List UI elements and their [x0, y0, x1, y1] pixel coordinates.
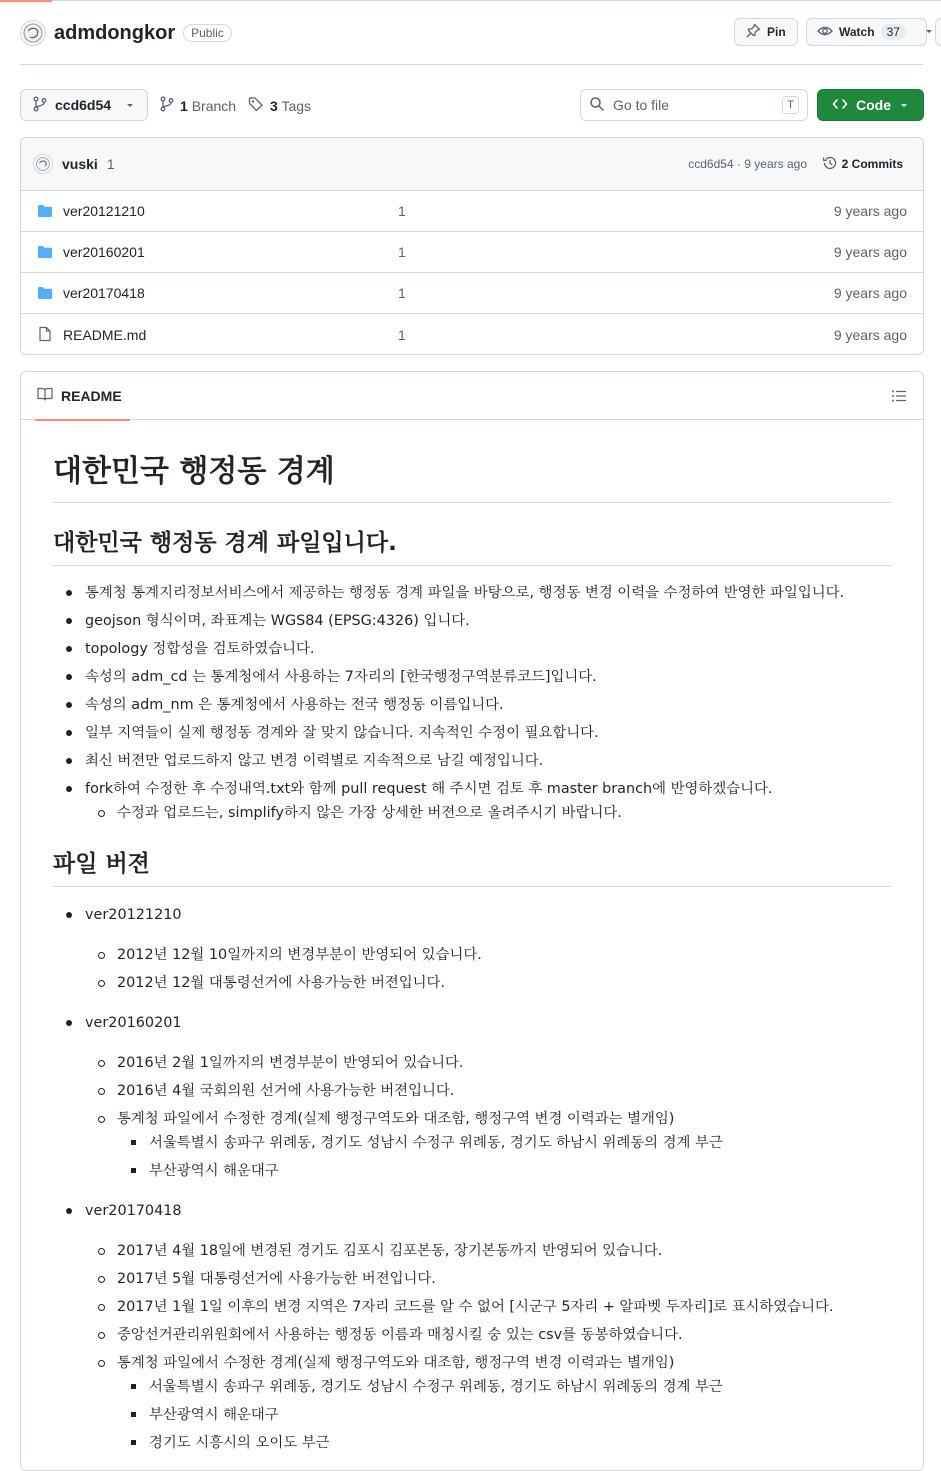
list-item: 2017년 5월 대통령선거에 사용가능한 버젼입니다.	[117, 1268, 436, 1290]
commit-message[interactable]: 1	[106, 156, 115, 172]
file-name[interactable]: README.md	[63, 326, 147, 343]
pin-label: Pin	[767, 25, 786, 39]
file-name[interactable]: ver20121210	[63, 203, 145, 219]
list-item: 서울특별시 송파구 위례동, 경기도 성남시 수정구 위례동, 경기도 하남시 위례동의 경계 부근	[149, 1376, 723, 1398]
branch-select-button[interactable]	[20, 89, 148, 121]
go-to-file-input[interactable]	[580, 89, 808, 121]
readme-tab-label: README	[61, 387, 122, 404]
file-name[interactable]: ver20160201	[63, 244, 145, 260]
file-date: 9 years ago	[833, 326, 907, 343]
file-date: 9 years ago	[833, 244, 907, 260]
chevron-down-icon	[899, 97, 909, 113]
owner-avatar[interactable]	[20, 20, 46, 46]
history-icon	[822, 155, 838, 174]
chevron-down-icon[interactable]	[924, 25, 934, 39]
list-item: 2016년 2월 1일까지의 변경부분이 반영되어 있습니다.	[117, 1052, 464, 1074]
file-date: 9 years ago	[833, 203, 907, 219]
list-item: 2017년 1월 1일 이후의 변경 지역은 7자리 코드를 알 수 없어 [시군구 5자리 + 알파벳 두자리]로 표시하였습니다.	[117, 1296, 833, 1318]
loading-bar	[0, 0, 52, 2]
list-item: 중앙선거관리위원회에서 사용하는 행정동 이름과 매칭시킬 숭 있는 csv를 동봉하였습니다.	[117, 1324, 683, 1346]
file-icon	[37, 326, 53, 345]
commits-count: 2 Commits	[841, 157, 903, 171]
file-commit-message[interactable]: 1	[398, 326, 406, 343]
repo-actions	[734, 18, 941, 46]
keyboard-shortcut: T	[782, 96, 799, 114]
list-item: 2012년 12월 대통령선거에 사용가능한 버젼입니다.	[117, 972, 445, 994]
watch-label: Watch	[839, 25, 875, 39]
readme-panel	[20, 371, 924, 1471]
header-divider	[20, 64, 923, 65]
pin-icon	[745, 23, 761, 42]
readme-header	[21, 372, 923, 420]
folder-icon	[37, 285, 53, 304]
list-item: 수정과 업로드는, simplify하지 않은 가장 상세한 버젼으로 올려주시기 바랍니다.	[117, 802, 622, 824]
tags-link[interactable]	[248, 96, 311, 115]
pin-button[interactable]	[734, 18, 798, 46]
file-date: 9 years ago	[833, 285, 907, 301]
file-row[interactable]	[21, 314, 923, 355]
code-button[interactable]	[817, 89, 924, 121]
book-icon	[37, 386, 53, 405]
list-item: 부산광역시 해운대구	[149, 1404, 279, 1426]
file-name[interactable]: ver20170418	[63, 285, 145, 301]
version-item: ver20170418	[85, 1200, 182, 1222]
file-commit-message[interactable]: 1	[398, 244, 406, 260]
version-item: ver20160201	[85, 1012, 182, 1034]
file-row[interactable]	[21, 232, 923, 273]
readme-intro-heading: 대한민국 행정동 경계 파일입니다.	[53, 530, 397, 556]
list-item: 속성의 adm_cd 는 통계청에서 사용하는 7자리의 [한국행정구역분류코드]입니다.	[85, 666, 597, 688]
branch-count: 1	[180, 97, 188, 114]
tag-icon	[248, 96, 264, 115]
repo-header	[20, 16, 232, 50]
git-branch-icon	[33, 96, 47, 115]
heading-rule	[53, 502, 891, 503]
file-row[interactable]	[21, 191, 923, 232]
list-item: 통계청 통계지리정보서비스에서 제공하는 행정동 경계 파일을 바탕으로, 행정동 변경 이력을 수정하여 반영한 파일입니다.	[85, 582, 844, 604]
tag-count: 3	[270, 97, 278, 114]
search-icon	[589, 96, 605, 115]
folder-icon	[37, 244, 53, 263]
tag-label: Tags	[281, 97, 312, 114]
heading-rule	[53, 886, 891, 887]
list-item: 경기도 시흥시의 오이도 부근	[149, 1432, 330, 1454]
watch-button[interactable]	[806, 18, 927, 46]
commits-link[interactable]	[822, 155, 903, 174]
eye-icon	[817, 23, 833, 42]
commit-meta[interactable]: ccd6d54 · 9 years ago	[688, 157, 807, 171]
list-item: 통계청 파일에서 수정한 경계(실제 행정구역도와 대조함, 행정구역 변경 이력과는 별개임)	[117, 1352, 674, 1374]
list-unordered-icon[interactable]	[891, 388, 907, 407]
branch-name: ccd6d54	[55, 97, 112, 113]
code-label: Code	[856, 97, 891, 113]
file-commit-message[interactable]: 1	[398, 285, 406, 301]
go-to-file-placeholder: Go to file	[613, 97, 670, 113]
visibility-badge: Public	[183, 24, 232, 42]
list-item: 통계청 파일에서 수정한 경계(실제 행정구역도와 대조함, 행정구역 변경 이력과는 별개임)	[117, 1108, 674, 1130]
branch-label: Branch	[191, 97, 237, 114]
readme-versions-heading: 파일 버젼	[53, 851, 150, 877]
list-item: 속성의 adm_nm 은 통계청에서 사용하는 전국 행정동 이름입니다.	[85, 694, 504, 716]
version-item: ver20121210	[85, 904, 182, 926]
file-row[interactable]	[21, 273, 923, 314]
chevron-down-icon	[125, 97, 135, 113]
fork-button[interactable]	[935, 18, 941, 46]
list-item: geojson 형식이며, 좌표계는 WGS84 (EPSG:4326) 입니다.	[85, 610, 470, 632]
latest-commit-bar	[21, 138, 923, 191]
folder-icon	[37, 203, 53, 222]
list-item: 2017년 4월 18일에 변경된 경기도 김포시 김포본동, 장기본동까지 반영되어 있습니다.	[117, 1240, 662, 1262]
repo-name[interactable]: admdongkor	[54, 21, 176, 44]
file-commit-message[interactable]: 1	[398, 203, 406, 219]
top-border	[0, 0, 941, 1]
list-item: 일부 지역들이 실제 행정동 경계와 잘 맞지 않습니다. 지속적인 수정이 필요합니다.	[85, 722, 599, 744]
list-item: 최신 버젼만 업로드하지 않고 변경 이력별로 지속적으로 남길 예정입니다.	[85, 750, 543, 772]
list-item: fork하여 수정한 후 수정내역.txt와 함께 pull request 해 주시면 검토 후 master branch에 반영하겠습니다.	[85, 778, 773, 800]
watch-count: 37	[881, 24, 906, 40]
branches-link[interactable]	[160, 96, 236, 115]
list-item: 2016년 4월 국회의원 선거에 사용가능한 버젼입니다.	[117, 1080, 454, 1102]
author-avatar[interactable]	[33, 154, 53, 174]
list-item: topology 정합성을 검토하였습니다.	[85, 638, 314, 660]
list-item: 서울특별시 송파구 위례동, 경기도 성남시 수정구 위례동, 경기도 하남시 위례동의 경계 부근	[149, 1132, 723, 1154]
git-branch-icon	[160, 96, 174, 115]
list-item: 2012년 12월 10일까지의 변경부분이 반영되어 있습니다.	[117, 944, 482, 966]
code-icon	[832, 96, 848, 115]
commit-author[interactable]: vuski	[62, 156, 98, 172]
tab-readme[interactable]	[37, 372, 122, 420]
list-item: 부산광역시 해운대구	[149, 1160, 279, 1182]
heading-rule	[53, 565, 891, 566]
readme-title: 대한민국 행정동 경계	[53, 454, 335, 489]
file-table	[20, 137, 924, 355]
